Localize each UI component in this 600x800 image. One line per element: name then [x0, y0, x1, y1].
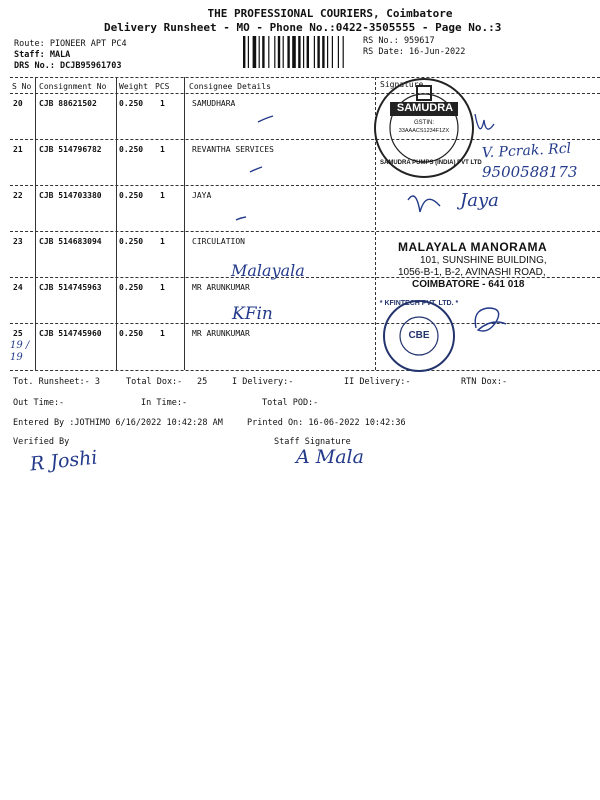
- row20-scribble: [475, 114, 494, 129]
- row25-margin-note: 19 / 19: [10, 340, 30, 363]
- row-consignee: SAMUDHARA: [192, 99, 236, 108]
- rtn-dox: RTN Dox:-: [461, 377, 508, 387]
- row-consignment: CJB 514745963: [39, 283, 102, 292]
- col-divider: [35, 77, 36, 370]
- samudra-gstin-label: GSTIN:: [413, 120, 434, 126]
- out-time: Out Time:-: [13, 398, 65, 408]
- verified-by-label: Verified By: [13, 437, 70, 447]
- barcode-bar: [243, 36, 245, 68]
- row-sno: 20: [13, 99, 23, 108]
- row22-signature: Jaya: [460, 190, 499, 211]
- route-label: Route: PIONEER APT PC4: [14, 39, 127, 49]
- row-weight: 0.250: [119, 237, 144, 246]
- col-consignment: Consignment No: [39, 82, 107, 91]
- malayala-addr3: COIMBATORE - 641 018: [412, 279, 525, 290]
- total-dox-value: 25: [197, 377, 208, 387]
- barcode-bar: [314, 36, 315, 68]
- staff-signature-label: Staff Signature: [274, 437, 351, 447]
- col-consignee: Consignee Details: [189, 82, 271, 91]
- barcode-bar: [262, 36, 264, 68]
- barcode-bar: [292, 36, 296, 68]
- row-weight: 0.250: [119, 191, 144, 200]
- table-rule-bottom: [10, 370, 600, 371]
- row-consignee: MR ARUNKUMAR: [192, 329, 250, 338]
- barcode-bar: [278, 36, 280, 68]
- barcode-bar: [268, 36, 269, 68]
- barcode-bar: [307, 36, 309, 68]
- kfin-center-text: CBE: [408, 330, 430, 341]
- barcode-bar: [287, 36, 289, 68]
- row-pcs: 1: [160, 329, 165, 338]
- runsheet-subtitle: Delivery Runsheet - MO - Phone No.:0422-3505555 - Page No.:3: [104, 21, 502, 34]
- col-weight: Weight: [119, 82, 148, 91]
- samudra-gstin: 33AAACS1234F1ZX: [398, 128, 450, 134]
- malayala-stamp-name: MALAYALA MANORAMA: [398, 240, 548, 254]
- entered-by: Entered By :JOTHIMO 6/16/2022 10:42:28 AM: [13, 418, 223, 428]
- row-weight: 0.250: [119, 145, 144, 154]
- row-weight: 0.250: [119, 329, 144, 338]
- barcode-bar: [298, 36, 300, 68]
- barcode-bar: [274, 36, 275, 68]
- row24-signature-scribble: [470, 302, 510, 336]
- total-dox-label: Total Dox:-: [126, 377, 183, 387]
- rs-number: RS No.: 959617: [363, 36, 435, 46]
- total-pod: Total POD:-: [262, 398, 319, 408]
- row-consignee: JAYA: [192, 191, 212, 200]
- row-pcs: 1: [160, 99, 165, 108]
- barcode-bar: [322, 36, 324, 68]
- row-sno: 21: [13, 145, 23, 154]
- company-title: THE PROFESSIONAL COURIERS, Coimbatore: [207, 7, 453, 20]
- row23-note: Malayala: [231, 261, 305, 280]
- header-rule-top: [10, 77, 600, 78]
- col-sno: S No: [12, 82, 32, 91]
- barcode-bar: [338, 36, 339, 68]
- rs-date: RS Date: 16-Jun-2022: [363, 47, 466, 57]
- barcode-bar: [317, 36, 319, 68]
- row-consignee: REVANTHA SERVICES: [192, 145, 274, 154]
- row-consignment: CJB 514796782: [39, 145, 102, 154]
- tot-runsheet: Tot. Runsheet:- 3: [13, 377, 100, 387]
- barcode-bar: [283, 36, 284, 68]
- verified-signature: R Joshi: [29, 446, 99, 476]
- in-time: In Time:-: [141, 398, 188, 408]
- barcode-bar: [303, 36, 304, 68]
- barcode: [243, 36, 355, 68]
- staff-label: Staff: MALA: [14, 50, 71, 60]
- row-pcs: 1: [160, 237, 165, 246]
- malayala-addr1: 101, SUNSHINE BUILDING,: [420, 255, 547, 266]
- ii-delivery: II Delivery:-: [344, 377, 411, 387]
- drs-number: DRS No.: DCJB95961703: [14, 61, 122, 71]
- row-consignment: CJB 88621502: [39, 99, 97, 108]
- i-delivery: I Delivery:-: [232, 377, 294, 387]
- col-divider: [116, 77, 117, 370]
- barcode-bar: [253, 36, 257, 68]
- col-signature: Signature: [380, 80, 424, 89]
- printed-on: Printed On: 16-06-2022 10:42:36: [247, 418, 406, 428]
- barcode-bar: [343, 36, 344, 68]
- row-sno: 25: [13, 329, 23, 338]
- row-sno: 22: [13, 191, 23, 200]
- row-pcs: 1: [160, 283, 165, 292]
- staff-handwritten-signature: A Mala: [296, 446, 364, 468]
- row-consignee: CIRCULATION: [192, 237, 245, 246]
- row-consignment: CJB 514745960: [39, 329, 102, 338]
- barcode-bar: [259, 36, 260, 68]
- samudra-stamp-name: SAMUDRA: [396, 102, 454, 114]
- col-pcs: PCS: [155, 82, 170, 91]
- barcode-bar: [332, 36, 333, 68]
- kfin-ring-text: * KFINTECH PVT. LTD. *: [379, 300, 459, 307]
- malayala-addr2: 1056-B-1, B-2, AVINASHI ROAD,: [398, 267, 546, 278]
- row-sno: 23: [13, 237, 23, 246]
- row-weight: 0.250: [119, 99, 144, 108]
- row21-phone: 9500588173: [482, 163, 578, 181]
- row-consignment: CJB 514703380: [39, 191, 102, 200]
- barcode-bar: [327, 36, 328, 68]
- samudra-stamp: [372, 76, 482, 180]
- row-consignment: CJB 514683094: [39, 237, 102, 246]
- kfin-stamp: [381, 298, 457, 374]
- row24-note: KFin: [232, 304, 273, 324]
- row-pcs: 1: [160, 145, 165, 154]
- samudra-ring-text: SAMUDRA PUMPS (INDIA) PVT LTD: [380, 160, 482, 166]
- row-consignee: MR ARUNKUMAR: [192, 283, 250, 292]
- header-rule-bottom: [10, 93, 600, 94]
- barcode-bar: [248, 36, 249, 68]
- row21-signature: V. Pcrak. Rcl: [481, 140, 572, 162]
- row22-scribble: [408, 196, 440, 212]
- row-weight: 0.250: [119, 283, 144, 292]
- row-sno: 24: [13, 283, 23, 292]
- row-pcs: 1: [160, 191, 165, 200]
